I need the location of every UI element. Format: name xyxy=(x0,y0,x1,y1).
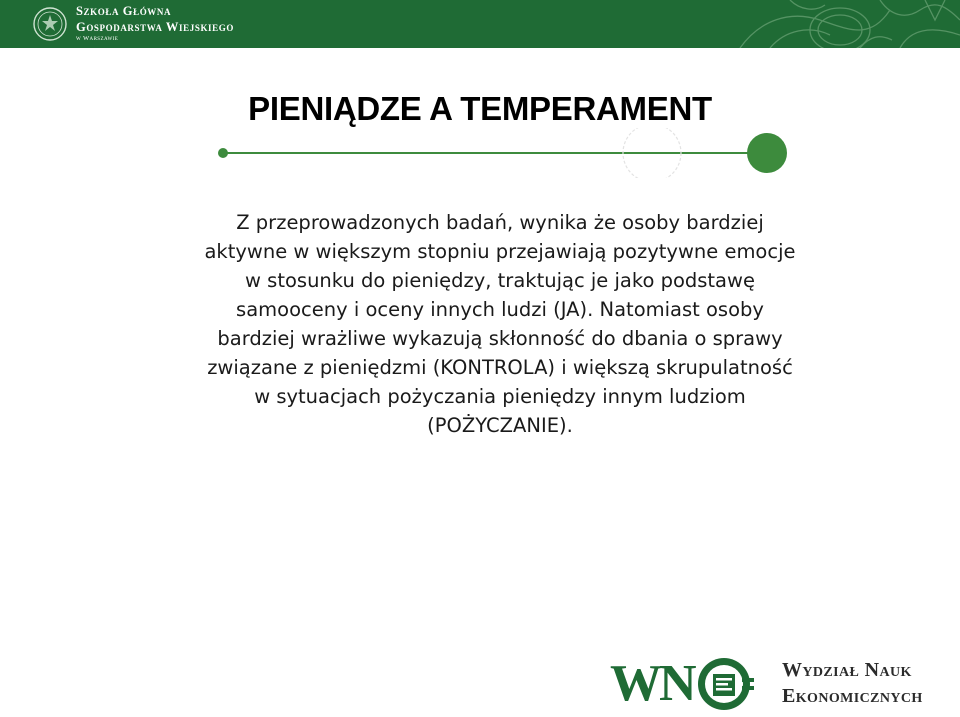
body-line: Z przeprowadzonych badań, wynika że osoby bardziej xyxy=(236,211,764,234)
university-name-line3: w Warszawie xyxy=(76,35,119,42)
faculty-emblem-icon xyxy=(696,656,754,712)
body-line: w stosunku do pieniędzy, traktując je jako podstawę xyxy=(245,269,755,292)
header-ornament-icon xyxy=(730,0,960,48)
faculty-logo-letters: WN xyxy=(610,655,694,712)
body-line: w sytuacjach pożyczania pieniędzy innym ludziom xyxy=(254,385,746,408)
title-divider xyxy=(215,128,795,178)
faculty-name-line2: Ekonomicznych xyxy=(782,685,923,707)
university-name-line1: Szkoła Główna xyxy=(76,4,172,18)
university-name-line2: Gospodarstwa Wiejskiego xyxy=(76,19,234,34)
body-line: aktywne w większym stopniu przejawiają pozytywne emocje xyxy=(204,240,796,263)
faculty-logo-mark xyxy=(610,656,754,712)
slide-title: PIENIĄDZE A TEMPERAMENT xyxy=(248,90,712,127)
faculty-name-line1: Wydział Nauk xyxy=(782,659,912,681)
university-emblem-icon xyxy=(32,6,68,42)
header-bar xyxy=(0,0,960,48)
slide-body xyxy=(160,208,840,440)
body-line: (POŻYCZANIE). xyxy=(427,414,573,437)
body-line: związane z pieniędzmi (KONTROLA) i większą skrupulatność xyxy=(207,356,793,379)
faculty-name xyxy=(782,660,923,706)
body-line: bardziej wrażliwe wykazują skłonność do dbania o sprawy xyxy=(217,327,783,350)
university-name xyxy=(76,5,234,43)
faculty-logo xyxy=(610,656,955,712)
body-line: samooceny i oceny innych ludzi (JA). Natomiast osoby xyxy=(236,298,764,321)
